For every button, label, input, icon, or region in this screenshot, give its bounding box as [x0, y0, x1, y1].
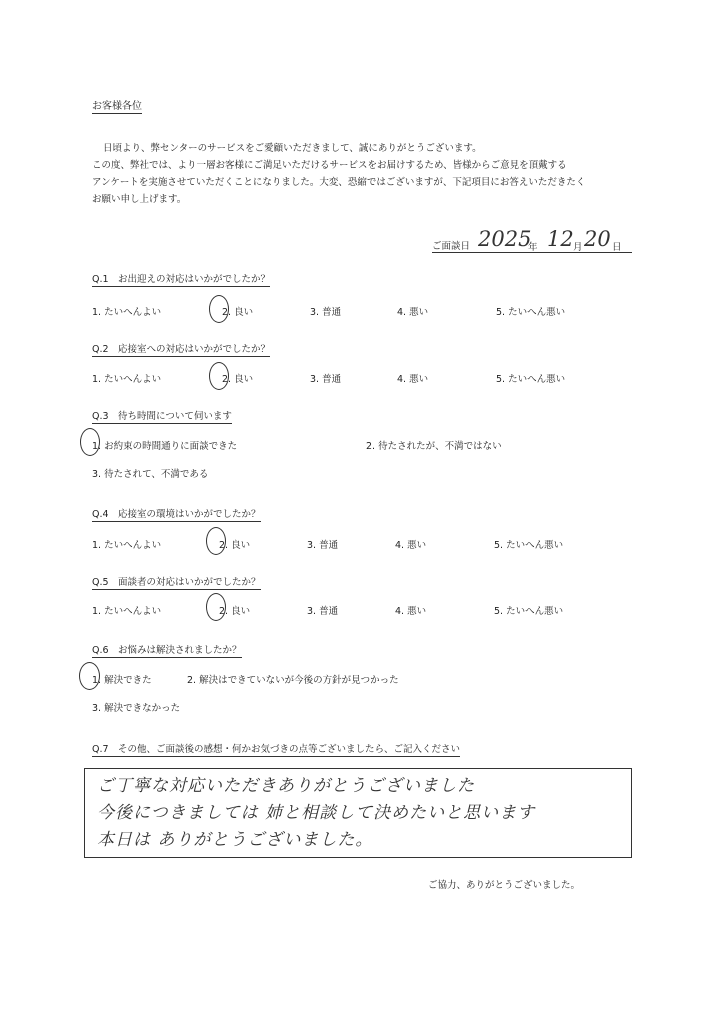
q1-option-3[interactable]: 3. 普通: [310, 307, 342, 318]
q4-title: Q.4 応接室の環境はいかがでしたか？: [92, 506, 261, 522]
q4-option-5[interactable]: 5. たいへん悪い: [494, 540, 564, 551]
q2-option-2[interactable]: 2. 良い: [222, 374, 254, 385]
q5-option-1[interactable]: 1. たいへんよい: [92, 606, 162, 617]
q4-option-3[interactable]: 3. 普通: [307, 540, 339, 551]
date-day: 20: [584, 227, 611, 251]
q3-option-2[interactable]: 2. 待たされたが、不満ではない: [366, 441, 502, 452]
q6-selected-circle: [79, 662, 100, 690]
q2-option-5[interactable]: 5. たいへん悪い: [496, 374, 566, 385]
q5-option-3[interactable]: 3. 普通: [307, 606, 339, 617]
date-month-unit: 月: [573, 242, 583, 253]
salutation: お客様各位: [92, 97, 142, 114]
q5-selected-circle: [206, 593, 226, 621]
q1-option-2[interactable]: 2. 良い: [222, 307, 254, 318]
q4-option-2[interactable]: 2. 良い: [219, 540, 251, 551]
date-year-unit: 年: [528, 242, 538, 253]
intro-line-1: 日頃より、弊センターのサービスをご愛顧いただきまして、誠にありがとうございます。: [103, 143, 482, 154]
q2-option-3[interactable]: 3. 普通: [310, 374, 342, 385]
comment-box[interactable]: [84, 768, 632, 858]
q5-option-2[interactable]: 2. 良い: [219, 606, 251, 617]
comment-line-2: 今後につきましては 姉と相談して決めたいと思います: [97, 803, 536, 823]
q7-title: Q.7 その他、ご面談後の感想・何かお気づきの点等ございましたら、ご記入ください: [92, 741, 460, 757]
date-year: 2025: [478, 227, 532, 251]
intro-line-4: お願い申し上げます。: [92, 194, 187, 205]
q3-title: Q.3 待ち時間について伺います: [92, 408, 232, 424]
q3-option-1[interactable]: 1. お約束の時間通りに面談できた: [92, 441, 238, 452]
q4-selected-circle: [206, 527, 226, 555]
comment-line-3: 本日は ありがとうございました。: [97, 830, 374, 850]
q4-option-1[interactable]: 1. たいへんよい: [92, 540, 162, 551]
q1-option-5[interactable]: 5. たいへん悪い: [496, 307, 566, 318]
q5-option-5[interactable]: 5. たいへん悪い: [494, 606, 564, 617]
q6-title: Q.6 お悩みは解決されましたか？: [92, 642, 242, 658]
q1-selected-circle: [209, 295, 229, 323]
interview-date: [432, 227, 632, 253]
q3-option-3[interactable]: 3. 待たされて、不満である: [92, 469, 209, 480]
q6-option-3[interactable]: 3. 解決できなかった: [92, 703, 181, 714]
intro-line-2: この度、弊社では、より一層お客様にご満足いただけるサービスをお届けするため、皆様からご意見を頂戴する: [92, 160, 567, 171]
q2-title: Q.2 応接室への対応はいかがでしたか？: [92, 341, 270, 357]
date-label: ご面談日: [432, 241, 471, 252]
q5-option-4[interactable]: 4. 悪い: [395, 606, 427, 617]
date-month: 12: [547, 227, 574, 251]
q5-title: Q.5 面談者の対応はいかがでしたか？: [92, 574, 261, 590]
intro-line-3: アンケートを実施させていただくことになりました。大変、恐縮ではございますが、下記項目にお答えいただきたく: [92, 177, 586, 188]
q1-option-1[interactable]: 1. たいへんよい: [92, 307, 162, 318]
q2-option-1[interactable]: 1. たいへんよい: [92, 374, 162, 385]
q3-selected-circle: [80, 428, 100, 456]
q6-option-1[interactable]: 1. 解決できた: [92, 675, 152, 686]
q2-option-4[interactable]: 4. 悪い: [397, 374, 429, 385]
q2-selected-circle: [209, 362, 229, 390]
q4-option-4[interactable]: 4. 悪い: [395, 540, 427, 551]
q1-title: Q.1 お出迎えの対応はいかがでしたか？: [92, 271, 270, 287]
closing-text: ご協力、ありがとうございました。: [428, 880, 581, 891]
q6-option-2[interactable]: 2. 解決はできていないが今後の方針が見つかった: [187, 675, 399, 686]
q1-option-4[interactable]: 4. 悪い: [397, 307, 429, 318]
date-day-unit: 日: [612, 242, 622, 253]
comment-line-1: ご丁寧な対応いただきありがとうございました: [97, 776, 475, 796]
